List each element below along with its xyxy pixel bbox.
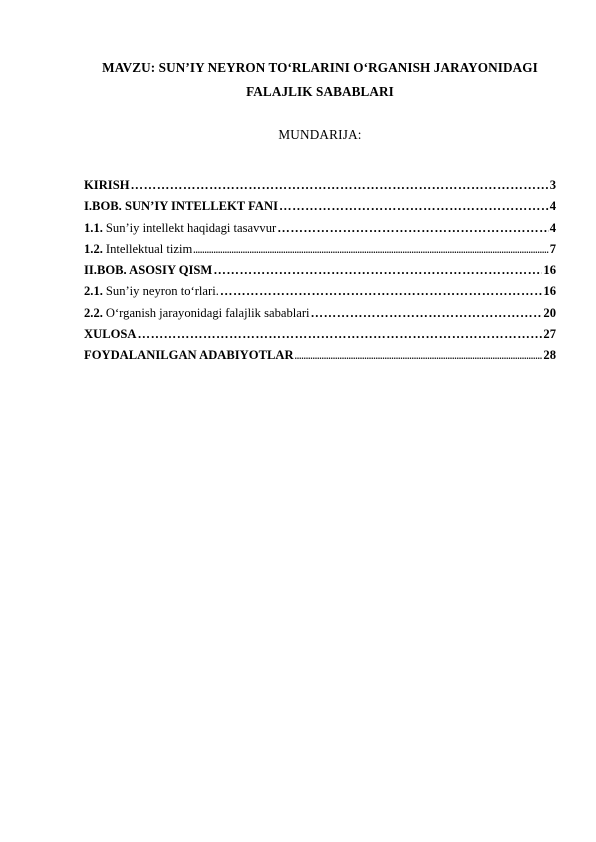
toc-entry-kirish <box>84 178 556 199</box>
contents-heading: MUNDARIJA: <box>278 127 362 142</box>
toc-entry-label: Intellektual tizim <box>105 241 193 256</box>
toc-entry-label: FOYDALANILGAN ADABIYOTLAR <box>84 348 294 363</box>
toc-entry-section-1-2 <box>84 242 556 263</box>
toc-entry-section-2-2 <box>84 306 556 327</box>
toc-leader-dots <box>295 351 543 361</box>
toc-entry-label: Sun’iy neyron to‘rlari. <box>105 284 219 299</box>
toc-entry-section-2-1 <box>84 284 556 305</box>
toc-entry-label: Sun’iy intellekt haqidagi tasavvur <box>105 220 277 235</box>
toc-entry-section-1-1 <box>84 221 556 242</box>
toc-entry-number: 1.2. <box>84 241 103 256</box>
toc-leader-dots <box>277 221 548 236</box>
toc-leader-dots <box>193 245 548 255</box>
toc-entry-label: XULOSA <box>84 327 137 342</box>
table-of-contents <box>84 178 556 370</box>
toc-entry-page: 16 <box>543 263 556 278</box>
toc-entry-references <box>84 348 556 369</box>
toc-entry-page: 4 <box>549 199 556 214</box>
toc-entry-chapter-2 <box>84 263 556 284</box>
toc-leader-dots <box>311 306 543 321</box>
document-title-line-2: FALAJLIK SABABLARI <box>246 84 394 99</box>
toc-entry-chapter-1 <box>84 199 556 220</box>
toc-entry-label: II.BOB. ASOSIY QISM <box>84 263 213 278</box>
toc-entry-page: 4 <box>549 220 556 235</box>
toc-entry-label: O‘rganish jarayonidagi falajlik sabablari <box>105 305 310 320</box>
toc-entry-number: 2.1. <box>84 284 103 299</box>
toc-entry-page: 7 <box>549 241 556 256</box>
toc-entry-page: 27 <box>543 327 556 342</box>
toc-leader-dots <box>220 284 543 299</box>
toc-entry-page: 20 <box>543 305 556 320</box>
toc-entry-number: 1.1. <box>84 220 103 235</box>
toc-leader-dots <box>279 199 549 214</box>
toc-leader-dots <box>131 178 549 193</box>
toc-entry-page: 3 <box>549 178 556 192</box>
toc-leader-dots <box>137 327 542 342</box>
toc-entry-page: 16 <box>543 284 556 299</box>
toc-entry-number: 2.2. <box>84 305 103 320</box>
toc-entry-label: I.BOB. SUN’IY INTELLEKT FANI <box>84 199 278 214</box>
toc-entry-label: KIRISH <box>84 178 130 192</box>
toc-entry-page: 28 <box>543 348 556 363</box>
toc-entry-xulosa <box>84 327 556 348</box>
document-title-line-1: MAVZU: SUN’IY NEYRON TO‘RLARINI O‘RGANISH JARAYONIDAGI <box>102 60 538 75</box>
toc-leader-dots <box>213 263 542 278</box>
